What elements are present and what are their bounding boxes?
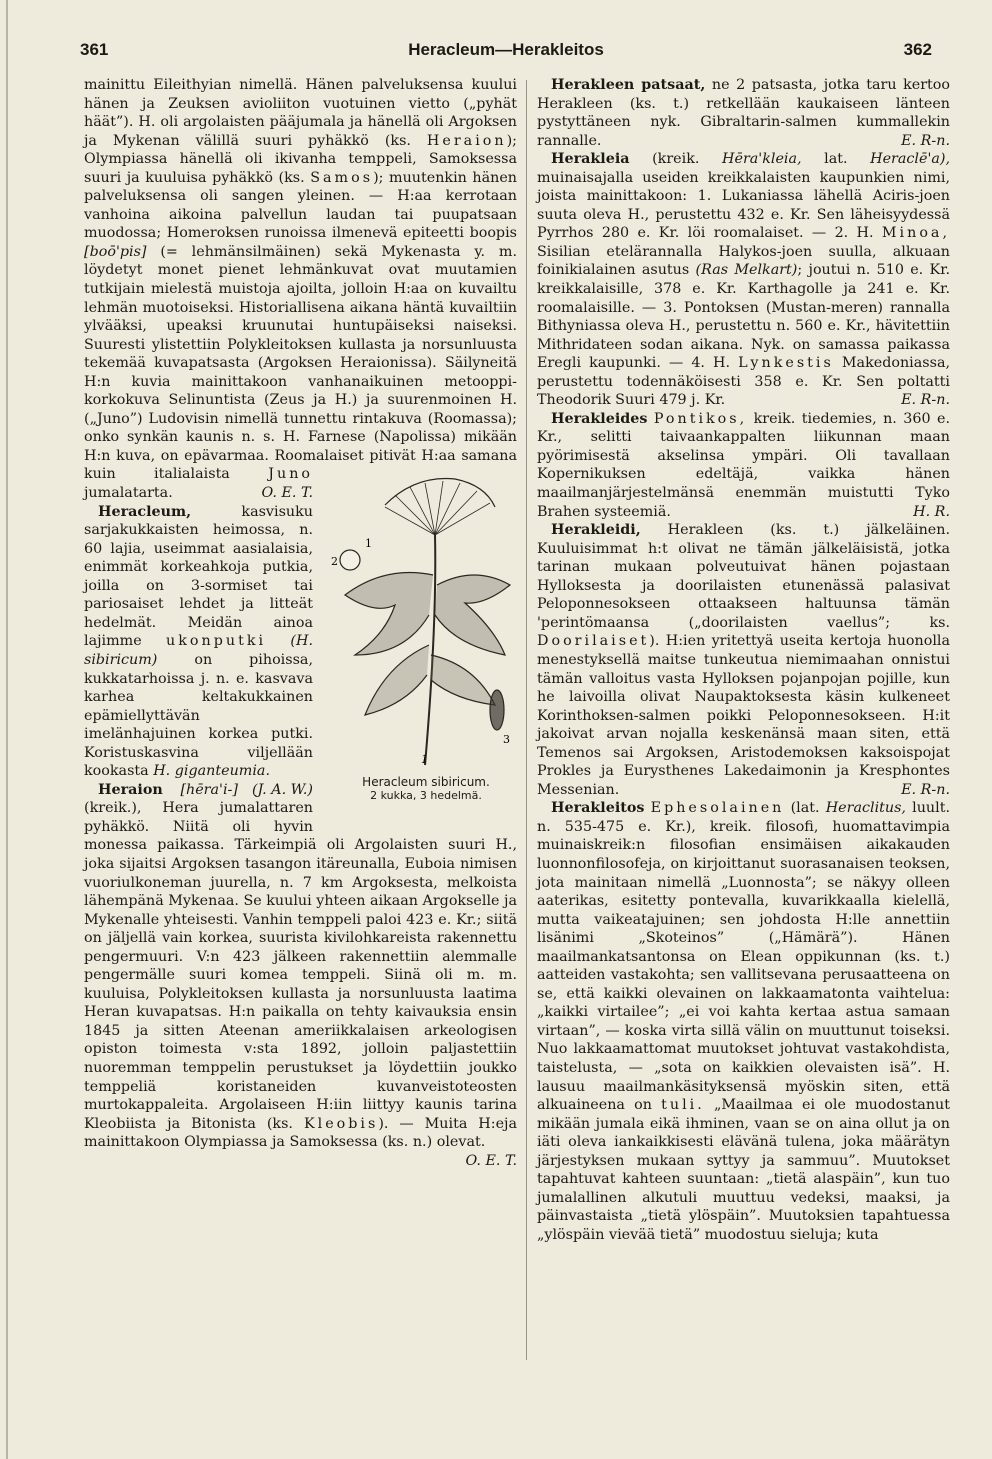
- entry-headword: Herakleitos: [551, 800, 645, 817]
- cross-reference[interactable]: Lynkestis: [738, 355, 834, 372]
- pronunciation: [hēra'i-]: [180, 781, 238, 798]
- cross-reference[interactable]: ukonputki: [166, 633, 267, 650]
- epithet: Ephesolainen: [650, 800, 785, 817]
- entry-hera-continued: mainittu Eileithyian nimellä. Hänen palveluksensa kuului hänen ja Zeuksen avioliiton vuotuinen vietto („pyhät häät”). H. oli argolaisten pääjumala ja hänellä oli Argoksen ja Mykenan välillä suuri pyhäkkö (ks. Heraion); Olympiassa hänellä oli ikivanha temppeli, Samoksessa suuri ja kuuluisa pyhäkkö (ks. Samos); muutenkin hänen palveluksensa oli sangen yleinen. — H:aa kerrotaan vanhoina aikoina palvellun laudan tai puupatsaan muodossa; Homeroksen runoissa ilmenevä epiteetti boopis [boō'pis] (= lehmänsilmäinen) sekä Mykenasta y. m. löydetyt monet pienet lehmänkuvat ovat muutamien tutkijain mielestä muistoja ajoilta, jolloin H:aa on kuvailtu lehmän muotoiseksi. Historiallisena aikana häntä kuvailtiin ylvääksi, upeaksi kruunutai huntupäiseksi naiseksi. Suuresti ylistettiin Polykleitoksen kullasta ja norsunluusta tekemää kuvapatsasta (Argoksen Heraionissa). Säilyneitä H:n kuvia mainittakoon vanhanaikuinen metooppi-korkokuva Selinuntista (Zeus ja H.) ja suurenmoinen H. („Juno”) Ludovisin nimellä tunnettu rintakuva (Roomassa); onko synkän kaunis n. s. H. Farnese (Napolissa) mikään H:n kuva, on epävarmaa. Roomalaiset pitivät H:aa samana kuin italialaista 1 2 3 1 Heracleum sibiricum. 2 kukka, 3 hedelmä. Juno jumalatarta. O. E. T.: [84, 76, 517, 503]
- latin-name: H. giganteumia.: [153, 763, 270, 780]
- author-signature: E. R-n.: [901, 781, 950, 798]
- plant-illustration: [325, 465, 517, 817]
- cross-reference[interactable]: Minoa,: [881, 225, 951, 242]
- cross-reference[interactable]: Doorilaiset: [537, 633, 650, 650]
- page-edge-line: [6, 0, 8, 1459]
- latin-form: Heraclitus,: [825, 800, 906, 817]
- cross-reference[interactable]: Heraion: [426, 132, 507, 149]
- epithet: Pontikos,: [653, 410, 748, 427]
- entry-heracleum: Heracleum, kasvisuku sarjakukkaisten heimossa, n. 60 lajia, useimmat aasialaisia, enimmät korkeahkoja putkia, joilla on 3-sormiset tai pariosaiset lehdet ja litteät hedelmät. Meidän ainoa lajimme ukonputki (H. sibiricum) on pihoissa, kukkatarhoissa j. n. e. kasvava karhea keltakukkainen epämiellyttävän imelänhajuinen korkea putki. Koristuskasvina viljellään kookasta H. giganteumia. (J. A. W.): [84, 503, 313, 798]
- figure-caption: Heracleum sibiricum.: [362, 775, 490, 790]
- entry-headword: Heracleum,: [98, 503, 192, 520]
- figure-label-1-bottom: 1: [421, 753, 428, 767]
- entry-headword: Herakleidi,: [551, 522, 641, 539]
- page-number-right: 362: [903, 40, 932, 59]
- entry-headword: Herakleia: [551, 151, 630, 168]
- cross-reference[interactable]: Samos: [310, 169, 374, 186]
- right-column: [537, 76, 950, 1244]
- figure-caption-sub: 2 kukka, 3 hedelmä.: [370, 789, 482, 803]
- emphasis: tuli.: [661, 1097, 705, 1114]
- entry-headword: Herakleides: [551, 410, 648, 427]
- left-column: [84, 76, 517, 1170]
- pronunciation: [boō'pis]: [84, 243, 147, 260]
- entry-headword: Heraion: [98, 781, 163, 798]
- author-signature: (J. A. W.): [251, 781, 313, 798]
- figure-label-1: 1: [365, 537, 372, 551]
- entry-herakleitos: Herakleitos Ephesolainen (lat. Heraclitus, luult. n. 535-475 e. Kr.), kreik. filosofi, huomattavimpia muinaiskreik:n filosofian ensimäisen aikakauden luonnonfilosofeja, on kirjoittanut suorasanaisen teoksen, jota mainitaan nimellä „Luonnosta”; se näkyy olleen aaterikas, esitetty pontevalla, kuvarikkaalla kielellä, mutta vaikeatajuinen; sen johdosta H:lle annettiin lisänimi „Skoteinos” („Hämärä”). Hänen maailmankatsantonsa on Elean oppikunnan (ks. t.) aatteiden vastakohta; sen vallitsevana perusaatteena on se, että kaikki olevainen on lakkaamatonta vaihtelua: „kaikki virtailee”; „ei voi kahta kertaa astua samaan virtaan”, — koska virta sillä välin on muuttunut toiseksi. Nuo lakkaamattomat muutokset johtuvat vastakohdista, taistelusta, — „sota on kaikkien olevaisten isä”. H. lausuu maailmankäsityksensä myöskin siten, että alkuaineena on tuli. „Maailmaa ei ole muodostanut mikään jumala eikä ihminen, vaan se on aina ollut ja on iäti oleva iankaikkisesti elävänä tulena, joka määrätyn järjestyksen mukaan syttyy ja sammuu”. Muutokset tapahtuvat kahteen suuntaan: „tietä alaspäin”, kun tuo jumalallinen alkutuli muuttuu vedeksi, maaksi, ja päinvastaista „tietä ylöspäin”. Muutoksien tapahtuessa „ylöspäin vievää tietä” muodostuu sieluja; kuta: [537, 800, 951, 1243]
- figure-label-2: 2: [331, 555, 338, 569]
- author-signature: O. E. T.: [465, 1152, 517, 1169]
- entry-headword: Herakleen patsaat,: [551, 77, 706, 93]
- cross-reference[interactable]: Juno: [268, 466, 314, 483]
- entry-herakleia: Herakleia (kreik. Hēra'kleia, lat. Heraclē'a), muinaisajalla useiden kreikkalaisten kaupunkien nimi, joista mainittakoon: 1. Lukaniassa lähellä Aciris-joen suuta oleva H., perustettu 432 e. Kr. Sen läheisyydessä Pyrrhos 280 e. Kr. löi roomalaiset. — 2. H. Minoa, Sisilian etelärannalla Halykos-joen suulla, alkuaan foinikialainen asutus (Ras Melkart); joutui n. 510 e. Kr. kreikkalaisille, 378 e. Kr. Karthagolle ja 241 e. Kr. roomalaisille. — 3. Pontoksen (Mustan-meren) rannalla Bithyniassa oleva H., perustettu n. 560 e. Kr., hävitettiin Mithridateen sodan aikana. Nyk. on samassa paikassa Eregli kaupunki. — 4. H. Lynkestis Makedoniassa, perustettu todennäköisesti 358 e. Kr. Sen poltatti Theodorik Suuri 479 j. Kr. E. R-n.: [537, 151, 951, 409]
- figure-label-3: 3: [503, 733, 510, 747]
- author-signature: E. R-n.: [901, 392, 950, 409]
- running-header: [80, 40, 932, 68]
- page-number-left: 361: [80, 40, 109, 59]
- entry-herakleen-patsaat: Herakleen patsaat, ne 2 patsasta, jotka taru kertoo Herakleen (ks. t.) retkellään kaukaiseen länteen pystyttäneen nyk. Gibraltarin-salmen kummallekin rannalle. E. R-n.: [537, 77, 950, 149]
- author-signature: E. R-n.: [901, 132, 950, 149]
- heracleum-drawing: [325, 465, 517, 770]
- running-title: Heracleum—Herakleitos: [408, 40, 604, 59]
- latin-name: (H. sibiricum): [84, 633, 313, 668]
- phoenician-name: (Ras Melkart): [695, 262, 798, 279]
- entry-herakleidi: Herakleidi, Herakleen (ks. t.) jälkeläinen. Kuuluisimmat h:t olivat ne tämän jälkeläisistä, jotka tarinan mukaan polveutuivat hänen pojastaan Hylloksesta ja doorilaisten etunenässä palasivat Peloponnesokseen ottaakseen haltuunsa tämän 'perintömaansa („doorilaisten vaellus”; ks. Doorilaiset). H:ien yritettyä useita kertoja huonolla menestyksellä maitse tunkeutua niemimaahan onnistui tämän valloitus vasta Hylloksen pojanpojan pojille, kun he laivoilla olivat Naupaktoksesta käsin kulkeneet Korinthoksen-salmen poikki Peloponnesokseen. H:it jakoivat arvan nojalla keskenänsä maan siten, että Temenos sai Argoksen, Aristodemoksen kaksoispojat Prokles ja Eurysthenes Lakedaimonin ja Kresphontes Messenian. E. R-n.: [537, 522, 950, 798]
- latin-form: Heraclē'a),: [870, 151, 951, 168]
- author-signature: H. R.: [913, 503, 950, 520]
- greek-form: Hēra'kleia,: [722, 151, 802, 168]
- entry-herakleides: Herakleides Pontikos, kreik. tiedemies, n. 360 e. Kr., selitti taivaankappalten liikunnan maan pyörimisestä akselinsa ympäri. Oli tavallaan Kopernikuksen edeltäjä, vaikka hänen maailmanjärjestelmänsä enemmän muistutti Tyko Brahen systeemiä. H. R.: [537, 410, 950, 520]
- author-signature: O. E. T.: [261, 485, 313, 502]
- entry-heraion: Heraion [hēra'i-] (kreik.), Hera jumalattaren pyhäkkö. Niitä oli hyvin monessa paikassa. Tärkeimpiä oli Argolaisten suuri H., joka sijaitsi Argoksen tasangon itäreunalla, Euboia nimisen vuoriulkoneman juurella, n. 7 km Argoksesta, melkoista lähempänä Mykenaa. Se kuului yhteen aikaan Argokselle ja Mykenalle yhteisesti. Vanhin temppeli paloi 423 e. Kr.; siitä on jäljellä vain korkea, suurista kivilohkareista rakennettu pengermuuri. V:n 423 jälkeen rakennettiin alemmalle pengermälle suuri komea temppeli. Siinä oli m. m. kuuluisa, Polykleitoksen kullasta ja norsunluusta laatima Heran kuvapatsas. H:n paikalla on tehty kaivauksia ensin 1845 ja sitten Ateenan ameriikkalaisen arkeologisen opiston toimesta v:sta 1892, jolloin paljastettiin nuoremman temppelin perustukset ja löydettiin joukko temppeliä koristaneiden kuvanveistoteosten murtokappaleita. Argolaiseen H:iin liittyy kaunis tarina Kleobiista ja Bitonista (ks. Kleobis). — Muita H:eja mainittakoon Olympiassa ja Samoksessa (ks. n.) olevat. O. E. T.: [84, 781, 517, 1169]
- cross-reference[interactable]: Kleobis: [303, 1115, 379, 1132]
- column-divider: [526, 80, 527, 1360]
